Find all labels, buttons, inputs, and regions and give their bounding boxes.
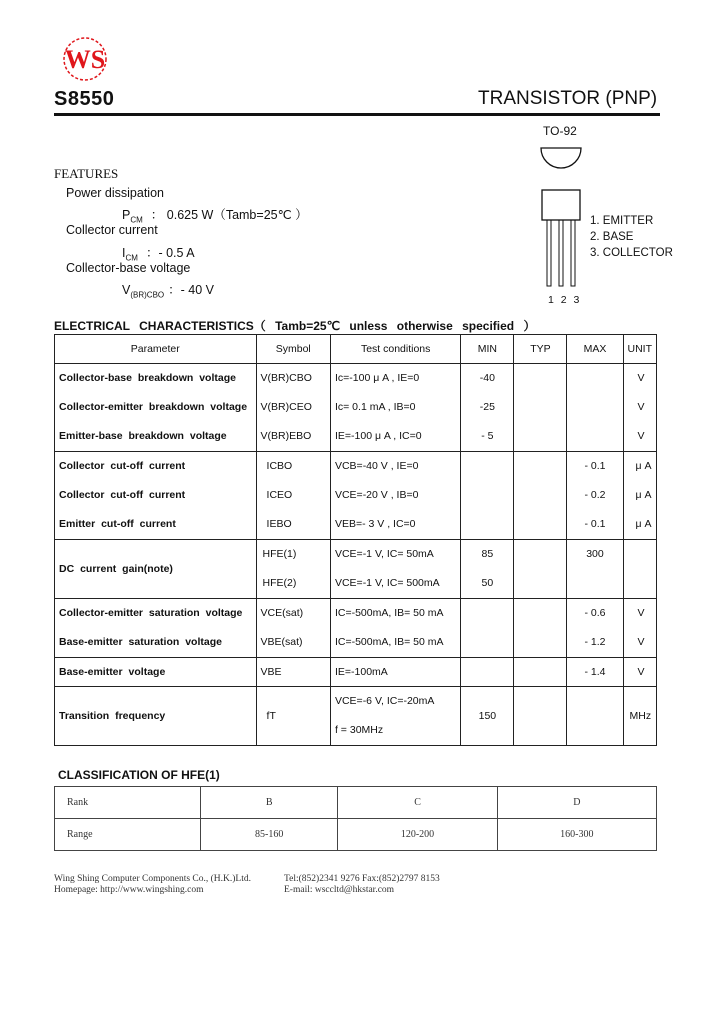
- max-cell: 300: [567, 540, 623, 599]
- table-row: [55, 540, 657, 599]
- table-row: [55, 599, 657, 658]
- param-cell: Base-emitter voltage: [55, 658, 257, 687]
- max-cell: [567, 364, 623, 452]
- part-number: S8550: [54, 88, 115, 110]
- symbol-cell: VCE(sat) VBE(sat): [256, 599, 330, 658]
- typ-cell: [514, 364, 567, 452]
- feature-value: $I_{CM}$ ：- 0.5 A: [122, 246, 195, 263]
- header-symbol: Symbol: [256, 335, 330, 364]
- package-name: TO-92: [543, 124, 577, 138]
- feature-heading: Power dissipation: [66, 186, 164, 200]
- symbol-cell: HFE(1) HFE(2): [256, 540, 330, 599]
- feature-value: $P_{CM}$ ： 0.625 W（Tamb=25℃ ）: [122, 208, 308, 225]
- range-label: Range: [55, 819, 201, 851]
- min-cell: [461, 599, 514, 658]
- param-cell: DC current gain(note): [55, 540, 257, 599]
- condition-cell: Ic=-100 μ A , IE=0 Ic= 0.1 mA , IB=0 IE=-100 μ A , IC=0: [330, 364, 460, 452]
- min-cell: [461, 452, 514, 540]
- unit-cell: V: [623, 658, 657, 687]
- max-cell: - 0.1 - 0.2 - 0.1: [567, 452, 623, 540]
- rank-label: Rank: [55, 787, 201, 819]
- classification-table: [54, 786, 657, 851]
- lead-1: [547, 220, 551, 286]
- contact-phone: Tel:(852)2341 9276 Fax:(852)2797 8153: [284, 874, 440, 884]
- table-row: [55, 452, 657, 540]
- logo-text: WS: [64, 45, 106, 74]
- header-min: MIN: [461, 335, 514, 364]
- footer-right: [284, 874, 440, 896]
- condition-cell: VCB=-40 V , IE=0 VCE=-20 V , IB=0 VEB=- 3 V , IC=0: [330, 452, 460, 540]
- pin-label: 1. EMITTER: [590, 215, 654, 227]
- max-cell: [567, 687, 623, 746]
- features-title: FEATURES: [54, 166, 119, 181]
- rank-cell: B: [201, 787, 338, 819]
- symbol-cell: fT: [256, 687, 330, 746]
- symbol-cell: VBE: [256, 658, 330, 687]
- typ-cell: [514, 658, 567, 687]
- range-cell: 85-160: [201, 819, 338, 851]
- min-cell: 150: [461, 687, 514, 746]
- footer-left: [54, 874, 251, 896]
- param-cell: Collector cut-off current Collector cut-off current Emitter cut-off current: [55, 452, 257, 540]
- table-header-row: [55, 335, 657, 364]
- package-body: [542, 190, 580, 220]
- param-cell: Collector-base breakdown voltage Collector-emitter breakdown voltage Emitter-base breakdown voltage: [55, 364, 257, 452]
- max-cell: - 1.4: [567, 658, 623, 687]
- feature-heading: Collector-base voltage: [66, 261, 191, 275]
- to92-package-drawing: [536, 140, 586, 292]
- typ-cell: [514, 452, 567, 540]
- header-test-conditions: Test conditions: [330, 335, 460, 364]
- unit-cell: V V V: [623, 364, 657, 452]
- contact-email[interactable]: E-mail: wsccltd@hkstar.com: [284, 885, 395, 895]
- symbol-cell: ICBO ICEO IEBO: [256, 452, 330, 540]
- rank-cell: D: [497, 787, 656, 819]
- condition-cell: VCE=-1 V, IC= 50mA VCE=-1 V, IC= 500mA: [330, 540, 460, 599]
- lead-2: [559, 220, 563, 286]
- company-logo: [52, 36, 118, 82]
- electrical-section-title: ELECTRICAL CHARACTERISTICS（ Tamb=25℃ unless otherwise specified ）: [54, 319, 536, 333]
- package-top-view: [541, 148, 581, 168]
- table-row: [55, 687, 657, 746]
- company-name: Wing Shing Computer Components Co., (H.K.)Ltd.: [54, 874, 251, 884]
- device-type: TRANSISTOR (PNP): [478, 88, 658, 109]
- header-max: MAX: [567, 335, 623, 364]
- unit-cell: μ A μ A μ A: [623, 452, 657, 540]
- header-unit: UNIT: [623, 335, 657, 364]
- feature-heading: Collector current: [66, 223, 158, 237]
- feature-value: $V_{(BR)CBO}$ ：- 40 V: [122, 283, 214, 300]
- symbol-cell: V(BR)CBO V(BR)CEO V(BR)EBO: [256, 364, 330, 452]
- max-cell: - 0.6 - 1.2: [567, 599, 623, 658]
- min-cell: 85 50: [461, 540, 514, 599]
- min-cell: -40 -25 - 5: [461, 364, 514, 452]
- param-cell: Transition frequency: [55, 687, 257, 746]
- rank-cell: C: [338, 787, 497, 819]
- min-cell: [461, 658, 514, 687]
- condition-cell: VCE=-6 V, IC=-20mA f = 30MHz: [330, 687, 460, 746]
- lead-3: [571, 220, 575, 286]
- unit-cell: V V: [623, 599, 657, 658]
- header-parameter: Parameter: [55, 335, 257, 364]
- table-row: [55, 364, 657, 452]
- pin-label: 3. COLLECTOR: [590, 247, 673, 259]
- pin-numbers: 1 2 3: [548, 294, 582, 306]
- typ-cell: [514, 599, 567, 658]
- table-row: [55, 819, 657, 851]
- table-row: [55, 787, 657, 819]
- unit-cell: MHz: [623, 687, 657, 746]
- condition-cell: IE=-100mA: [330, 658, 460, 687]
- electrical-characteristics-table: [54, 334, 657, 746]
- param-cell: Collector-emitter saturation voltage Base-emitter saturation voltage: [55, 599, 257, 658]
- table-row: [55, 658, 657, 687]
- header-typ: TYP: [514, 335, 567, 364]
- typ-cell: [514, 687, 567, 746]
- condition-cell: IC=-500mA, IB= 50 mA IC=-500mA, IB= 50 mA: [330, 599, 460, 658]
- range-cell: 120-200: [338, 819, 497, 851]
- pin-label: 2. BASE: [590, 231, 634, 243]
- classification-title: CLASSIFICATION OF HFE(1): [58, 768, 220, 782]
- range-cell: 160-300: [497, 819, 656, 851]
- header-rule: [54, 113, 660, 116]
- typ-cell: [514, 540, 567, 599]
- homepage-link[interactable]: Homepage: http://www.wingshing.com: [54, 885, 204, 895]
- pin-list: [590, 213, 673, 261]
- unit-cell: [623, 540, 657, 599]
